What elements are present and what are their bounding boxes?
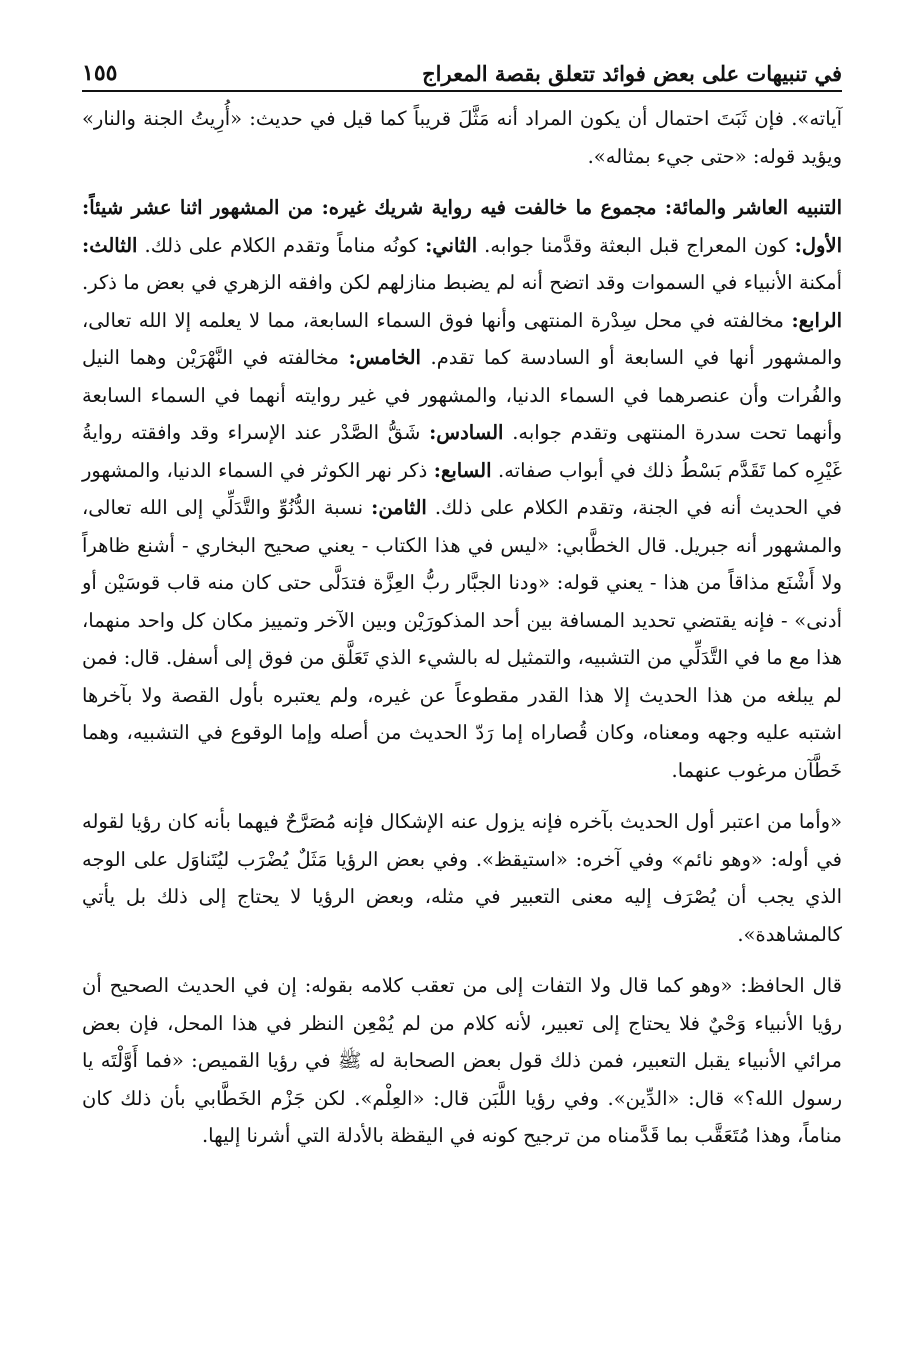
paragraph-4: قال الحافظ: «وهو كما قال ولا التفات إلى من تعقب كلامه بقوله: إن في الحديث الصحيح أن رؤيا الأنبياء وَحْيٌ فلا يحتاج إلى تعبير، لأنه كلام من لم يُمْعِن النظر في هذا المحل، فإن بعض مرائي الأنبياء يقبل التعبير، فمن ذلك قول بعض الصحابة له ﷺ في رؤيا القميص: «فما أَوَّلْتَه يا رسول الله؟» قال: «الدِّين». وفي رؤيا اللَّبَن قال: «العِلْم». لكن جَزْم الخَطَّابي بأن ذلك كان مناماً، وهذا مُتَعَقَّب بما قَدَّمناه من ترجيح كونه في اليقظة بالأدلة التي أشرنا إليها.	[82, 974, 842, 1147]
paragraph-2	[82, 189, 842, 789]
item-label-1: الأول:	[794, 233, 842, 257]
item-label-8: الثامن:	[371, 496, 427, 519]
item-text-8: نسبة الدُّنُوِّ والتَّدَلِّي إلى الله تعالى، والمشهور أنه جبريل. قال الخطَّابي: «ليس في هذا الكتاب - يعني صحيح البخاري - أشنع ظاهراً ولا أَشْنَع مذاقاً من هذا - يعني قوله: «ودنا الجبَّار ربُّ العِزَّة فتدَلَّى حتى كان منه قاب قوسَيْن أو أدنى» - فإنه يقتضي تحديد المسافة بين أحد المذكورَيْن وبين الآخر وتمييز مكان كل واحد منهما، هذا مع ما في التَّدَلِّي من التشبيه، والتمثيل له بالشيء الذي تَعَلَّق من فوق إلى أسفل. قال: فمن لم يبلغه من هذا الحديث إلا هذا القدر مقطوعاً عن غيره، ولم يعتبره بأول القصة ولا بآخرها اشتبه عليه وجهه ومعناه، وكان قُصاراه إما رَدّ الحديث من أصله وإما الوقوع في التشبيه، وهما خَطَّآن مرغوب عنهما.	[82, 496, 842, 782]
item-text-2: كونُه مناماً وتقدم الكلام على ذلك.	[144, 233, 419, 257]
page-body	[82, 100, 842, 1155]
item-text-6: شَقُّ الصَّدْر عند الإسراء وقد وافقته روايةُ غَيْرِه كما تَقَدَّم بَسْطُ ذلك في أبواب صفاته.	[82, 421, 842, 482]
item-label-6: السادس:	[429, 421, 504, 444]
item-text-7: ذكر نهر الكوثر في السماء الدنيا، والمشهور في الحديث أنه في الجنة، وتقدم الكلام على ذلك.	[82, 458, 842, 519]
item-label-2: الثاني:	[425, 233, 478, 257]
item-text-3: أمكنة الأنبياء في السموات وقد اتضح أنه لم يضبط منازلهم لكن وافقه الزهري في بعض ما ذكر.	[82, 271, 842, 294]
item-label-4: الرابع:	[791, 308, 842, 332]
paragraph-1: آياته». فإن ثَبَتَ احتمال أن يكون المراد أنه مَثَّلَ قريباً كما قيل في حديث: «أُرِيتُ الجنة والنار» ويؤيد قوله: «حتى جيء بمثاله».	[82, 107, 842, 168]
item-label-3: الثالث:	[82, 233, 138, 257]
page-number: ١٥٥	[82, 60, 118, 86]
item-text-4: مخالفته في محل سِدْرة المنتهى وأنها فوق السماء السابعة، مما لا يعلمه إلا الله تعالى، والمشهور أنها في السابعة أو السادسة كما تقدم.	[82, 308, 842, 369]
section-heading: التنبيه العاشر والمائة: مجموع ما خالفت فيه رواية شريك غيره: من المشهور اثنا عشر شيئاً:	[82, 196, 842, 219]
item-text-1: كون المعراج قبل البعثة وقدَّمنا جوابه.	[484, 233, 788, 257]
item-text-5: مخالفته في النَّهْرَيْن وهما النيل والفُرات وأن عنصرهما في السماء الدنيا، والمشهور في غير روايته أنهما في السماء السابعة وأنهما تحت سدرة المنتهى وتقدم جوابه.	[82, 346, 842, 444]
book-page	[82, 40, 842, 1155]
paragraph-3: «وأما من اعتبر أول الحديث بآخره فإنه يزول عنه الإشكال فإنه مُصَرَّحٌ فيهما بأنه كان رؤيا لقوله في أوله: «وهو نائم» وفي آخره: «استيقظ». وفي بعض الرؤيا مَثَلٌ يُضْرَب ليُتَناوَل على الوجه الذي يجب أن يُصْرَف إليه معنى التعبير في مثله، وبعض الرؤيا لا يحتاج إلى ذلك بل يأتي كالمشاهدة».	[82, 810, 842, 946]
item-label-7: السابع:	[433, 458, 492, 482]
item-label-5: الخامس:	[348, 346, 421, 369]
running-header	[82, 40, 842, 92]
running-title: في تنبيهات على بعض فوائد تتعلق بقصة المعراج	[422, 61, 842, 86]
